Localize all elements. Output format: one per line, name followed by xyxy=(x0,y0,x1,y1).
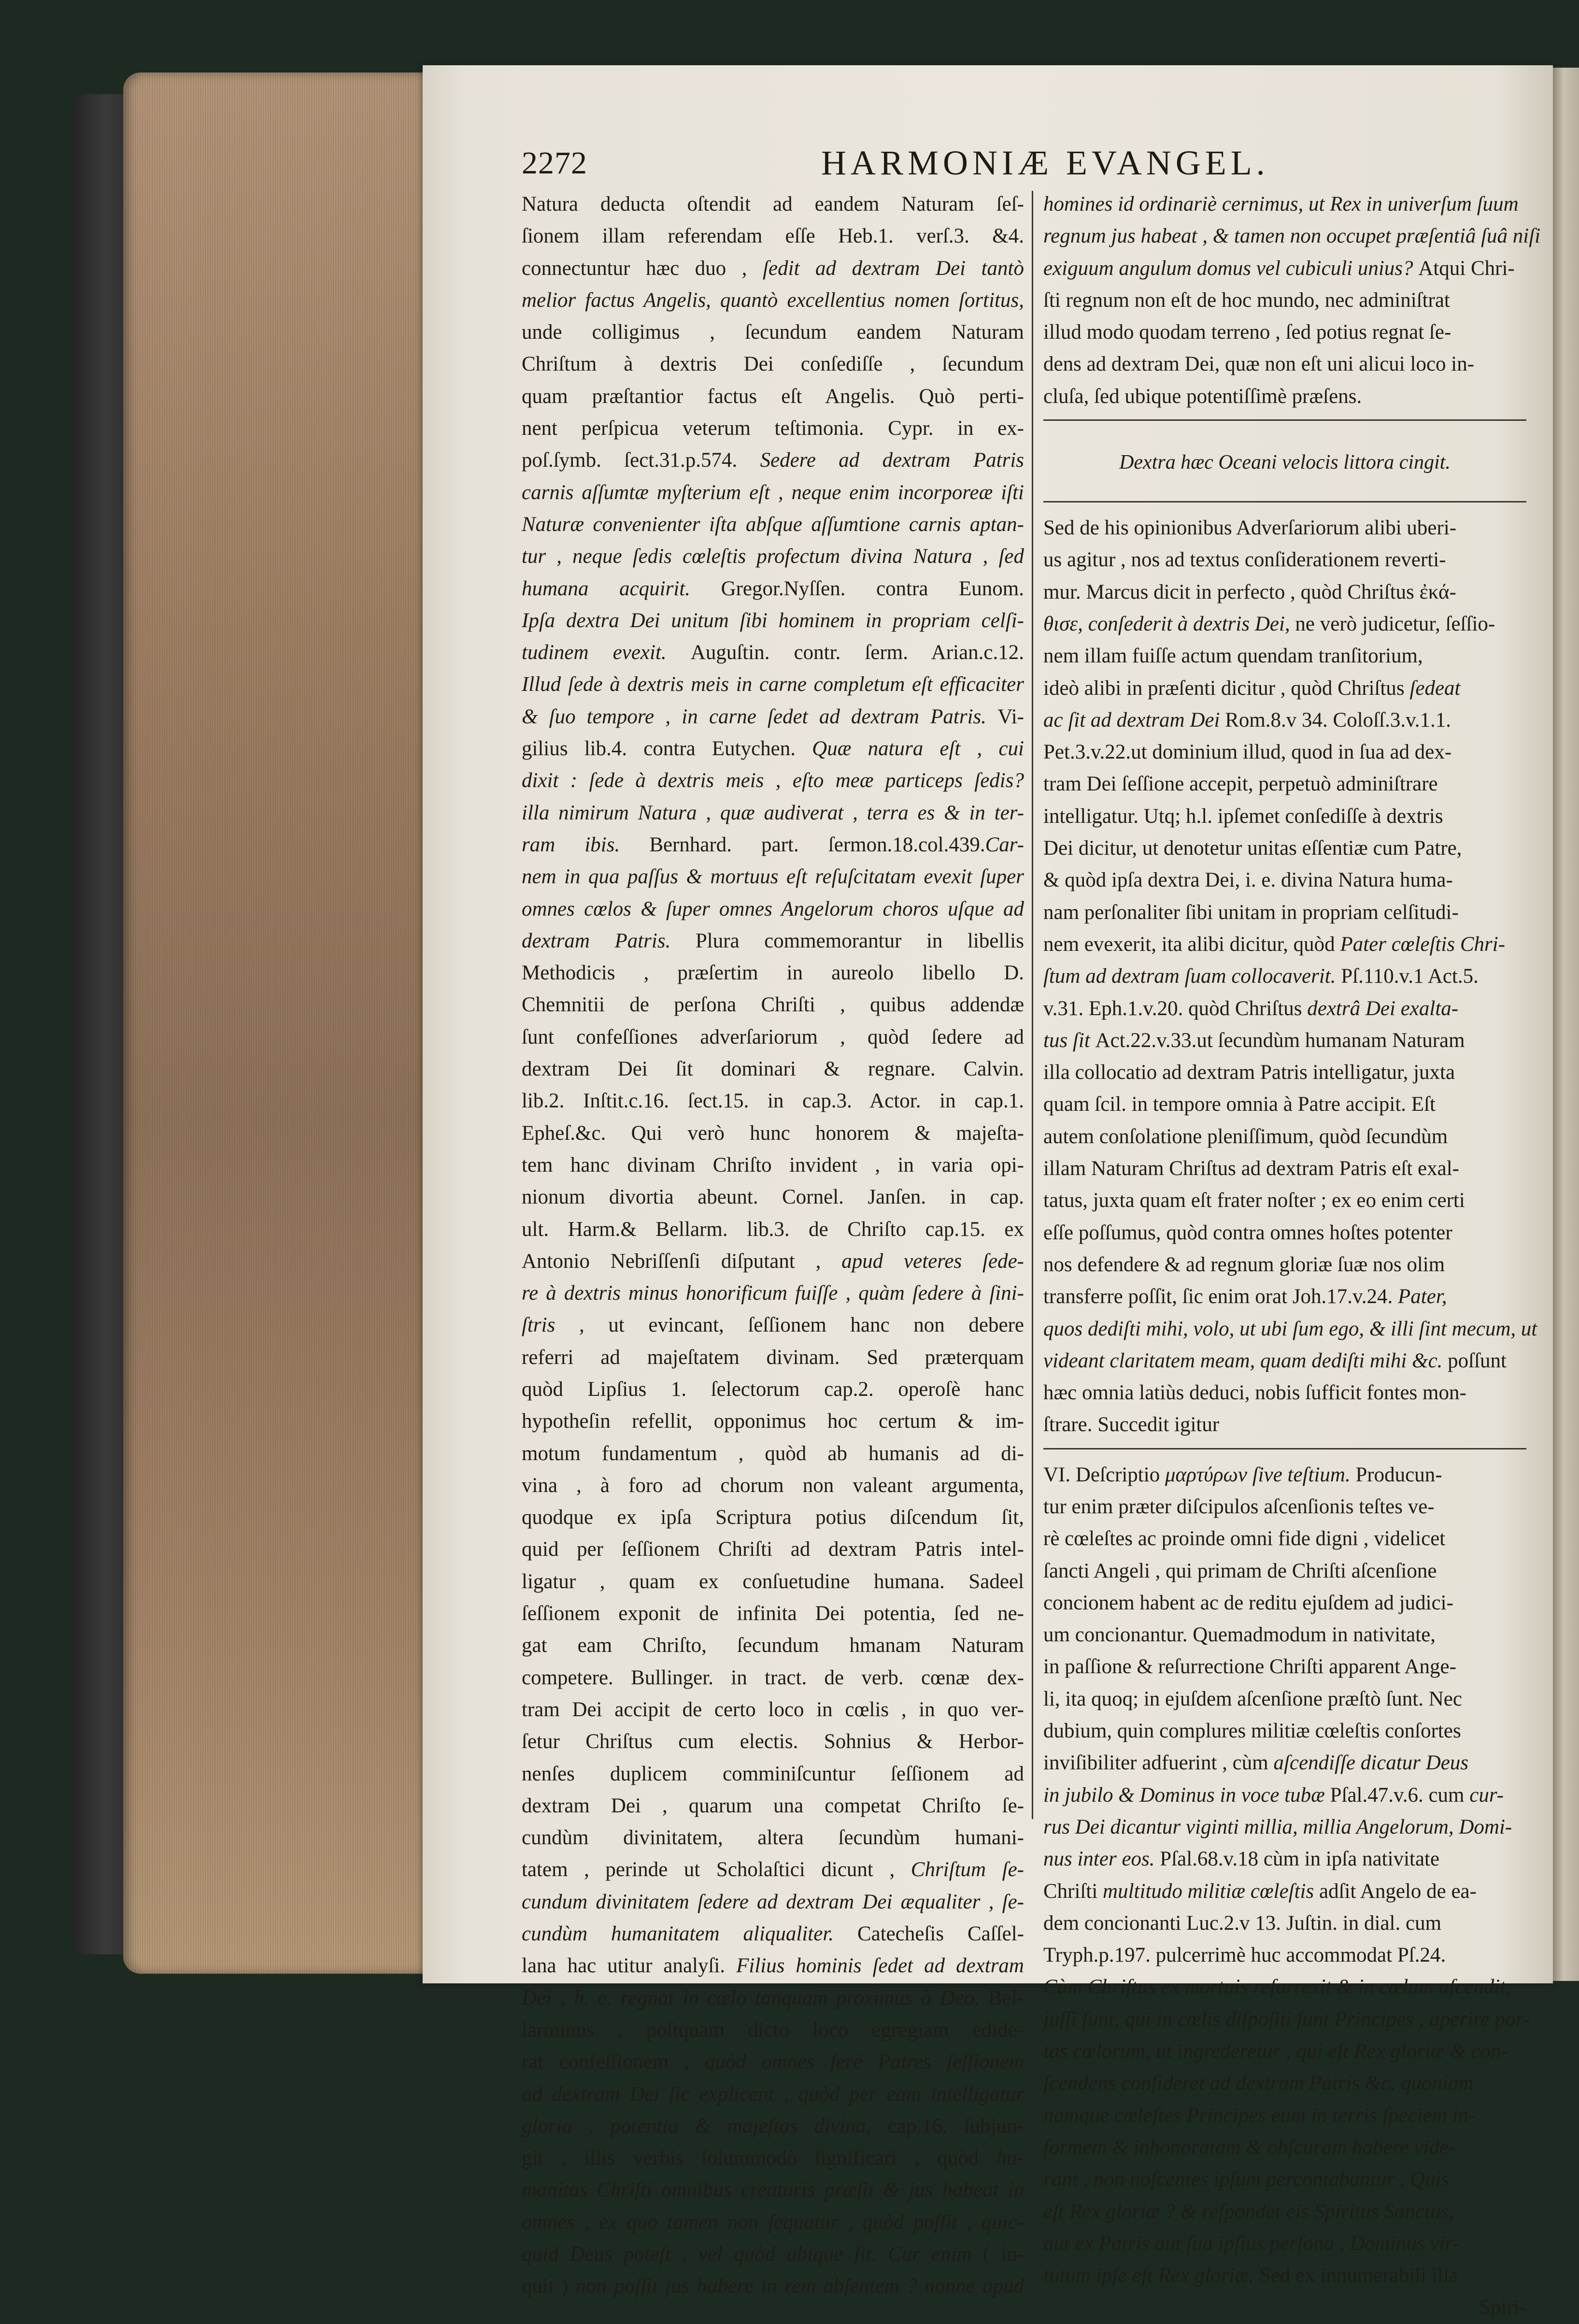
roman-segment: Auguſtin. contr. ſerm. Arian.c.12. xyxy=(690,641,1024,664)
text-line: manitas Chriſti omnibus creaturis præſit & jus habeat in xyxy=(522,2179,1024,2202)
roman-segment: Catecheſis Caſſel- xyxy=(857,1922,1024,1946)
text-line: ſancti Angeli , qui primam de Chriſti aſcenſione xyxy=(1043,1559,1437,1582)
roman-segment: ( in- xyxy=(982,2243,1024,2266)
italic-segment: tus ſit xyxy=(1043,1029,1095,1052)
right-block-3 xyxy=(1043,1459,1531,2292)
text-line: Epheſ.&c. Qui verò hunc honorem & majeſta- xyxy=(522,1121,1024,1145)
text-line: ad dextram Dei ſic explicent , quòd per eam intelligatur xyxy=(522,2082,1024,2106)
text-line xyxy=(1043,1345,1526,1377)
text-line xyxy=(522,1246,1024,1277)
roman-segment: Gregor.Nyſſen. contra Eunom. xyxy=(721,577,1024,600)
text-line xyxy=(1043,961,1526,992)
text-line: eſſe poſſumus, quòd contra omnes hoſtes potenter xyxy=(1043,1221,1452,1244)
text-line: aut ex Patris aut ſua ipſius perſona , Dominus vir- xyxy=(1043,2232,1460,2255)
text-line xyxy=(1043,1843,1526,1875)
roman-segment: transferre poſſit, ſic enim orat Joh.17.v.24. xyxy=(1043,1285,1398,1308)
text-line: hæc omnia latiùs deduci, nobis ſufficit fontes mon- xyxy=(1043,1381,1466,1405)
italic-segment: exiguum angulum domus vel cubiculi unius? xyxy=(1043,257,1419,280)
text-line: rant , non noſcentes ipſum percontabantur , Quis xyxy=(1043,2168,1450,2191)
text-line: dem concionanti Luc.2.v 13. Juſtin. in dial. cum xyxy=(1043,1911,1442,1935)
text-line: melior factus Angelis, quantò excellentius nomen ſortitus, xyxy=(522,288,1024,312)
roman-segment: poſ.ſymb. ſect.31.p.574. xyxy=(522,449,760,472)
text-line: lib.2. Inſtit.c.16. ſect.15. in cap.3. Actor. in cap.1. xyxy=(522,1090,1024,1113)
left-column xyxy=(522,188,1024,2303)
text-line: li, ita quoq; in ejuſdem aſcenſione præſtò ſunt. Nec xyxy=(1043,1687,1462,1710)
italic-segment: ſtum ad dextram ſuam collocaverit. xyxy=(1043,965,1341,988)
text-line: illa collocatio ad dextram Patris intelligatur, juxta xyxy=(1043,1061,1455,1084)
italic-segment: in jubilo & Dominus in voce tubæ xyxy=(1043,1783,1330,1807)
italic-segment: cur- xyxy=(1469,1783,1504,1807)
roman-segment: adſit Angelo de ea- xyxy=(1319,1879,1477,1903)
text-line: regnum jus habeat , & tamen non occupet præſentiâ ſuâ niſi xyxy=(1043,225,1541,248)
italic-segment: Pater, xyxy=(1398,1285,1447,1308)
text-line: concionem habent ac de reditu ejuſdem ad judici- xyxy=(1043,1591,1453,1614)
text-line xyxy=(1043,673,1526,704)
roman-segment: Chriſti xyxy=(1043,1879,1103,1903)
divider-rule xyxy=(1043,501,1526,502)
text-line: ligatur , quam ex conſuetudine humana. Sadeel xyxy=(522,1570,1024,1593)
text-line: nionum divortia abeunt. Cornel. Janſen. in cap. xyxy=(522,1186,1024,1209)
italic-segment: multitudo militiæ cœleſtis xyxy=(1103,1879,1319,1903)
italic-segment: humana acquirit. xyxy=(522,577,721,600)
text-line: larminus , poſtquam dicto loco egregiam edide- xyxy=(522,2018,1024,2041)
text-line xyxy=(1043,1459,1526,1491)
text-line xyxy=(522,925,1024,957)
next-page-edge xyxy=(1553,68,1579,1981)
text-line xyxy=(1043,993,1526,1025)
text-line: rè cœleſtes ac proinde omni fide digni , videlicet xyxy=(1043,1527,1446,1550)
text-line xyxy=(1043,2260,1526,2292)
text-line xyxy=(1043,1876,1526,1908)
text-line: ſionem illam referendam eſſe Heb.1. verſ.3. &4. xyxy=(522,225,1024,248)
divider-rule xyxy=(1043,419,1526,421)
roman-segment: git , illis verbis ſolummodò ſignificari , quòd xyxy=(522,2147,996,2170)
text-line: tatus, juxta quam eſt frater noſter ; ex eo enim certi xyxy=(1043,1189,1465,1212)
text-line: Chemnitii de perſona Chriſti , quibus addendæ xyxy=(522,993,1024,1017)
italic-segment: Car- xyxy=(985,833,1024,856)
italic-segment: aſcendiſſe dicatur Deus xyxy=(1273,1751,1469,1775)
roman-segment: Plura commemorantur in libellis xyxy=(695,929,1024,952)
text-line: us agitur , nos ad textus conſiderationem reverti- xyxy=(1043,548,1446,572)
italic-segment: quid Deus poteſt , vel quòd ubique ſit. Cur enim xyxy=(522,2243,983,2266)
roman-segment: Atqui Chri- xyxy=(1418,257,1515,280)
text-line: competere. Bullinger. in tract. de verb. cœnæ dex- xyxy=(522,1666,1024,1689)
text-line: Chriſtum à dextris Dei conſediſſe , ſecundum xyxy=(522,353,1024,376)
text-line: ſcendens conſideret ad dextram Patris &c. quoniam xyxy=(1043,2072,1474,2095)
text-line: Ipſa dextra Dei unitum ſibi hominem in propriam celſi- xyxy=(522,609,1024,632)
catchword: Spiri- xyxy=(1479,2296,1526,2319)
text-line xyxy=(522,2270,1024,2302)
text-line xyxy=(1043,929,1526,961)
text-line: tram Dei ſeſſione accepit, perpetuò adminiſtrare xyxy=(1043,773,1438,796)
roman-segment: lana hac utitur analyſi. xyxy=(522,1954,737,1978)
roman-segment: quit ) xyxy=(522,2275,576,2298)
roman-segment: VI. Deſcriptio xyxy=(1043,1463,1165,1486)
text-line xyxy=(522,829,1024,861)
text-line xyxy=(1043,704,1526,736)
italic-segment: apud veteres ſede- xyxy=(841,1249,1024,1273)
italic-segment: videant claritatem meam, quam dediſti mihi &c. xyxy=(1043,1349,1448,1372)
text-line xyxy=(522,637,1024,669)
roman-segment: Bernhard. part. ſermon.18.col.439. xyxy=(649,833,985,856)
text-line: gat eam Chriſto, ſecundum hmanam Naturam xyxy=(522,1634,1024,1657)
roman-segment: Vi- xyxy=(997,705,1024,728)
roman-segment: rat confeſſionem , xyxy=(522,2051,705,2074)
text-line: eſt Rex gloriæ ? & reſpondet eis Spiritus Sanctus, xyxy=(1043,2200,1454,2223)
text-line: ſeſſionem exponit de infinita Dei potentia, ſed ne- xyxy=(522,1602,1024,1625)
page-fore-edge xyxy=(123,72,423,1974)
text-line: tur , neque ſedis cœleſtis profectum divina Natura , ſed xyxy=(522,545,1024,568)
text-line: nem in qua paſſus & mortuus eſt reſuſcitatam evexit ſuper xyxy=(522,865,1024,889)
text-line xyxy=(522,2142,1024,2174)
text-line: ſetur Chriſtus cum electis. Sohnius & Herbor- xyxy=(522,1730,1024,1753)
italic-segment: ac ſit ad dextram Dei xyxy=(1043,708,1225,732)
text-line: Illud ſede à dextris meis in carne completum eſt efficaciter xyxy=(522,673,1024,696)
text-line: & quòd ipſa dextra Dei, i. e. divina Natura huma- xyxy=(1043,869,1453,892)
text-line: ult. Harm.& Bellarm. lib.3. de Chriſto cap.15. ex xyxy=(522,1218,1024,1241)
text-line: dens ad dextram Dei, quæ non eſt uni alicui loco in- xyxy=(1043,353,1475,376)
right-column xyxy=(1043,188,1541,2324)
text-line: formem & inhonoratam & obſcuram habere vide- xyxy=(1043,2136,1456,2159)
italic-segment: hu- xyxy=(996,2147,1024,2170)
text-line: intelligatur. Utq; h.l. ipſemet conſediſſe à dextris xyxy=(1043,804,1443,828)
italic-segment: cundùm humanitatem aliqualiter. xyxy=(522,1922,857,1946)
text-line: unde colligimus , ſecundum eandem Naturam xyxy=(522,321,1024,344)
text-line: quodque ex ipſa Scriptura potius diſcendum ſit, xyxy=(522,1506,1024,1529)
text-line: homines id ordinariè cernimus, ut Rex in univerſum ſuum xyxy=(1043,193,1519,215)
italic-segment: Sedere ad dextram Patris xyxy=(760,449,1024,472)
text-line: nenſes duplicem comminiſcuntur ſeſſionem ad xyxy=(522,1762,1024,1785)
text-line: namque cœleſtes Principes eum in terris ſpeciem in- xyxy=(1043,2104,1476,2127)
text-line xyxy=(522,701,1024,733)
text-line: juſſi ſunt, qui in cœlis diſpoſiti ſunt Principes , aperire por- xyxy=(1043,2008,1531,2031)
roman-segment: cap.16. ſubjun- xyxy=(887,2114,1024,2138)
italic-segment: tutum ipſe eſt Rex gloriæ. xyxy=(1043,2264,1259,2287)
text-line: Cùm Chriſtus ex mortuis reſurrexit & in cœlum aſcendit, xyxy=(1043,1976,1511,1999)
text-line: autem conſolatione pleniſſimum, quòd ſecundùm xyxy=(1043,1125,1448,1148)
text-line: nam perſonaliter ſibi unitam in propriam celſitudi- xyxy=(1043,901,1459,924)
text-line: dubium, quin complures militiæ cœleſtis conſortes xyxy=(1043,1720,1461,1743)
text-line xyxy=(1043,1025,1526,1057)
italic-segment: θισε, conſederit à dextris Dei, xyxy=(1043,612,1295,635)
text-line xyxy=(522,573,1024,605)
text-line: tas cœlorum, ut ingrederetur , qui eſt Rex gloriæ & con- xyxy=(1043,2040,1508,2063)
roman-segment: nem evexerit, ita alibi dicitur, quòd xyxy=(1043,932,1340,956)
italic-segment: dextrâ Dei exalta- xyxy=(1307,997,1459,1020)
text-line xyxy=(522,2110,1024,2142)
roman-segment: ideò alibi in præſenti dicitur , quòd Chriſtus xyxy=(1043,676,1410,700)
italic-segment: Quæ natura eſt , cui xyxy=(812,737,1024,760)
text-line: quam ſcil. in tempore omnia à Patre accipit. Eſt xyxy=(1043,1093,1436,1116)
text-line xyxy=(522,733,1024,765)
column-rule xyxy=(1032,191,1033,1819)
text-line: illa nimirum Natura , quæ audiverat , terra es & in ter- xyxy=(522,801,1024,824)
text-line: in paſſione & reſurrectione Chriſti apparent Ange- xyxy=(1043,1655,1456,1678)
text-line xyxy=(522,1982,1024,2014)
text-line: hypotheſin refellit, opponimus hoc certum & im- xyxy=(522,1410,1024,1433)
page-number: 2272 xyxy=(522,145,587,181)
verse-quote: Dextra hæc Oceani velocis littora cingit. xyxy=(1119,451,1451,474)
text-line xyxy=(1043,253,1526,285)
italic-segment: & ſuo tempore , in carne ſedet ad dextram Patris. xyxy=(522,705,998,728)
italic-segment: Chriſtum ſe- xyxy=(910,1858,1024,1881)
text-line xyxy=(522,1950,1024,1982)
text-line: Naturæ convenienter iſta abſque aſſumtione carnis aptan- xyxy=(522,513,1024,536)
text-line: Sed de his opinionibus Adverſariorum alibi uberi- xyxy=(1043,516,1457,540)
text-line xyxy=(1043,1747,1526,1779)
roman-segment: ut evincant, ſeſſionem hanc non debere xyxy=(608,1314,1024,1337)
text-line: ſti regnum non eſt de hoc mundo, nec adminiſtrat xyxy=(1043,288,1450,312)
text-line: quòd Lipſius 1. ſelectorum cap.2. operoſè hanc xyxy=(522,1377,1024,1401)
italic-segment: ſedit ad dextram Dei tantò xyxy=(763,257,1024,280)
text-line: vina , à foro ad chorum non valeant argumenta, xyxy=(522,1474,1024,1497)
roman-segment: Sed ex innumerabili illa xyxy=(1259,2264,1458,2287)
text-line: dixit : ſede à dextris meis , eſto meæ particeps ſedis? xyxy=(522,769,1024,792)
roman-segment: tatem , perinde ut Scholaſtici dicunt , xyxy=(522,1858,911,1881)
text-line xyxy=(522,1854,1024,1886)
text-line: motum fundamentum , quòd ab humanis ad di- xyxy=(522,1442,1024,1465)
roman-segment: connectuntur hæc duo , xyxy=(522,257,763,280)
roman-segment: Pſal.47.v.6. cum xyxy=(1330,1783,1470,1807)
text-line xyxy=(522,445,1024,476)
text-line: cundùm divinitatem, altera ſecundùm humani- xyxy=(522,1826,1024,1850)
text-line: omnes , ex quo tamen non ſequatur , quòd poſſit , quic- xyxy=(522,2210,1024,2234)
text-line: cluſa, ſed ubique potentiſſimè præſens. xyxy=(1043,385,1362,408)
running-title: HARMONIÆ EVANGEL. xyxy=(821,143,1269,182)
italic-segment: ſedeat xyxy=(1409,676,1461,700)
text-line: Natura deducta oſtendit ad eandem Naturam ſeſ- xyxy=(522,193,1024,215)
text-line: dextram Dei ſit dominari & regnare. Calvin. xyxy=(522,1058,1024,1081)
italic-segment: μαρτύρων ſive teſtium. xyxy=(1165,1463,1356,1486)
text-line: illam Naturam Chriſtus ad dextram Patris eſt exal- xyxy=(1043,1157,1459,1180)
text-line: illud modo quodam terreno , ſed potius regnat ſe- xyxy=(1043,321,1451,344)
text-line: nos defendere & ad regnum gloriæ ſuæ nos olim xyxy=(1043,1253,1445,1276)
text-line: mur. Marcus dicit in perfecto , quòd Chriſtus ἐκά- xyxy=(1043,580,1456,603)
text-line: um concionantur. Quemadmodum in nativitate, xyxy=(1043,1623,1436,1647)
roman-segment: ne verò judicetur, ſeſſio- xyxy=(1295,612,1495,635)
italic-segment: Pater cœleſtis Chri- xyxy=(1340,932,1506,956)
text-line: tur enim præter diſcipulos aſcenſionis teſtes ve- xyxy=(1043,1495,1435,1518)
text-line: re à dextris minus honorificum fuiſſe , quàm ſedere à ſini- xyxy=(522,1282,1024,1305)
text-line: Dei dicitur, ut denotetur unitas eſſentiæ cum Patre, xyxy=(1043,837,1462,860)
text-line: quam præſtantior factus eſt Angelis. Quò perti- xyxy=(522,385,1024,408)
italic-segment: tudinem evexit. xyxy=(522,641,691,664)
text-line: omnes cœlos & ſuper omnes Angelorum choros uſque ad xyxy=(522,897,1024,920)
right-block-2 xyxy=(1043,512,1537,1441)
roman-segment: Pſ.110.v.1 Act.5. xyxy=(1341,965,1479,988)
italic-segment: quòd omnes ferè Patres ſeſſionem xyxy=(704,2051,1024,2074)
text-line: Pet.3.v.22.ut dominium illud, quod in ſua ad dex- xyxy=(1043,741,1452,764)
text-line: carnis aſſumtæ myſterium eſt , neque enim incorporeæ iſti xyxy=(522,481,1024,504)
text-line: referri ad majeſtatem divinam. Sed præterquam xyxy=(522,1346,1024,1369)
roman-segment: gilius lib.4. contra Eutychen. xyxy=(522,737,812,760)
text-line xyxy=(1043,608,1526,640)
italic-segment: nus inter eos. xyxy=(1043,1848,1160,1871)
text-line: ſtrare. Succedit igitur xyxy=(1043,1413,1220,1436)
roman-segment: Rom.8.v 34. Coloſſ.3.v.1.1. xyxy=(1225,708,1451,732)
text-line xyxy=(522,1309,1024,1341)
italic-segment: ſtris , xyxy=(522,1314,609,1337)
text-line: Methodicis , præſertim in aureolo libello D. xyxy=(522,961,1024,985)
text-line xyxy=(1043,1281,1526,1313)
italic-segment: Filius hominis ſedet ad dextram xyxy=(736,1954,1024,1978)
roman-segment: poſſunt xyxy=(1448,1349,1507,1372)
text-line xyxy=(522,1918,1024,1950)
italic-segment: dextram Patris. xyxy=(522,929,696,952)
roman-segment: Producun- xyxy=(1355,1463,1442,1486)
text-line xyxy=(522,2046,1024,2078)
roman-segment: Pſal.68.v.18 cùm in ipſa nativitate xyxy=(1160,1848,1440,1871)
text-line: tem hanc divinam Chriſto invident , in varia opi- xyxy=(522,1153,1024,1176)
text-line: tram Dei accipit de certo loco in cœlis , in quo ver- xyxy=(522,1698,1024,1721)
text-line: nent perſpicua veterum teſtimonia. Cypr. in ex- xyxy=(522,417,1024,440)
text-line: dextram Dei , quarum una competat Chriſto ſe- xyxy=(522,1794,1024,1817)
text-line xyxy=(1043,1779,1526,1811)
text-line: cundum divinitatem ſedere ad dextram Dei æqualiter , ſe- xyxy=(522,1890,1024,1913)
roman-segment: Act.22.v.33.ut ſecundùm humanam Naturam xyxy=(1095,1029,1465,1052)
divider-rule xyxy=(1043,1448,1526,1449)
roman-segment: Antonio Nebriſſenſi diſputant , xyxy=(522,1249,842,1273)
text-line: quid per ſeſſionem Chriſti ad dextram Patris intel- xyxy=(522,1538,1024,1561)
italic-segment: non poſſit jus habere in rem abſentem ? nonne apud xyxy=(575,2275,1024,2298)
roman-segment: inviſibiliter adfuerint , cùm xyxy=(1043,1751,1274,1775)
page-header xyxy=(522,140,1464,188)
roman-segment: Bel- xyxy=(988,1986,1024,2009)
right-block-1 xyxy=(1043,188,1541,413)
italic-segment: gloria , potentia & majeſtas divina, xyxy=(522,2114,888,2138)
text-line: nem illam fuiſſe actum quendam tranſitorium, xyxy=(1043,645,1423,668)
italic-segment: ram ibis. xyxy=(522,833,650,856)
text-line: Tryph.p.197. pulcerrimè huc accommodat Pſ.24. xyxy=(1043,1944,1446,1967)
roman-segment: v.31. Eph.1.v.20. quòd Chriſtus xyxy=(1043,997,1308,1020)
text-line xyxy=(522,253,1024,285)
text-line: quos dediſti mihi, volo, ut ubi ſum ego, & illi ſint mecum, ut xyxy=(1043,1317,1537,1340)
italic-segment: Dei , h. e. regnat in cœlo tanquam proximus à Deo. xyxy=(522,1986,988,2009)
text-line xyxy=(522,2238,1024,2270)
text-line: rus Dei dicantur viginti millia, millia Angelorum, Domi- xyxy=(1043,1815,1512,1838)
text-line: ſunt confeſſiones adverſariorum , quòd ſedere ad xyxy=(522,1025,1024,1048)
